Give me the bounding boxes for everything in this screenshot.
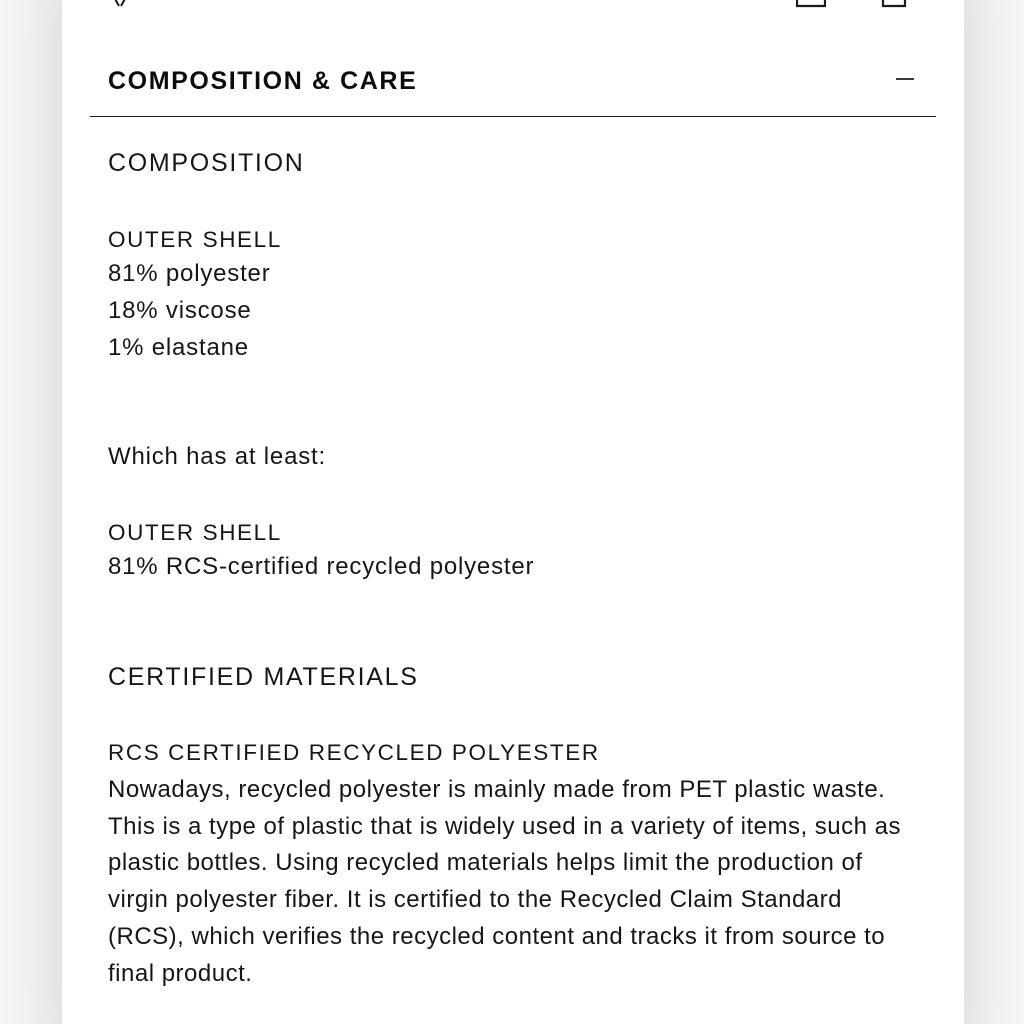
rcs-subheading: RCS CERTIFIED RECYCLED POLYESTER bbox=[108, 740, 600, 765]
recycled-material-item: 81% RCS-certified recycled polyester bbox=[108, 553, 535, 580]
material-item: 1% elastane bbox=[108, 334, 249, 361]
certified-materials-heading: CERTIFIED MATERIALS bbox=[108, 663, 419, 691]
account-icon[interactable] bbox=[879, 0, 909, 8]
outer-shell-label: OUTER SHELL bbox=[108, 227, 282, 252]
which-has-at-least-text: Which has at least: bbox=[108, 443, 326, 470]
material-item: 18% viscose bbox=[108, 297, 252, 324]
minus-icon[interactable] bbox=[896, 78, 914, 80]
composition-heading: COMPOSITION bbox=[108, 149, 305, 177]
recycled-outer-shell-label: OUTER SHELL bbox=[108, 520, 282, 545]
material-item: 81% polyester bbox=[108, 260, 271, 287]
section-title: COMPOSITION & CARE bbox=[108, 67, 418, 95]
close-icon[interactable] bbox=[106, 0, 136, 8]
composition-care-panel bbox=[62, 0, 964, 1024]
bag-icon[interactable] bbox=[796, 0, 826, 8]
composition-care-accordion-header[interactable] bbox=[90, 58, 936, 117]
rcs-description: Nowadays, recycled polyester is mainly made from PET plastic waste. This is a type of plastic that is widely used in a variety of items, such as plastic bottles. Using recycled materials helps limit the production of virgin polyester fiber. It is certified to the Recycled Claim Standard (RCS), which verifies the recycled content and tracks it from source to final product. bbox=[108, 776, 901, 987]
